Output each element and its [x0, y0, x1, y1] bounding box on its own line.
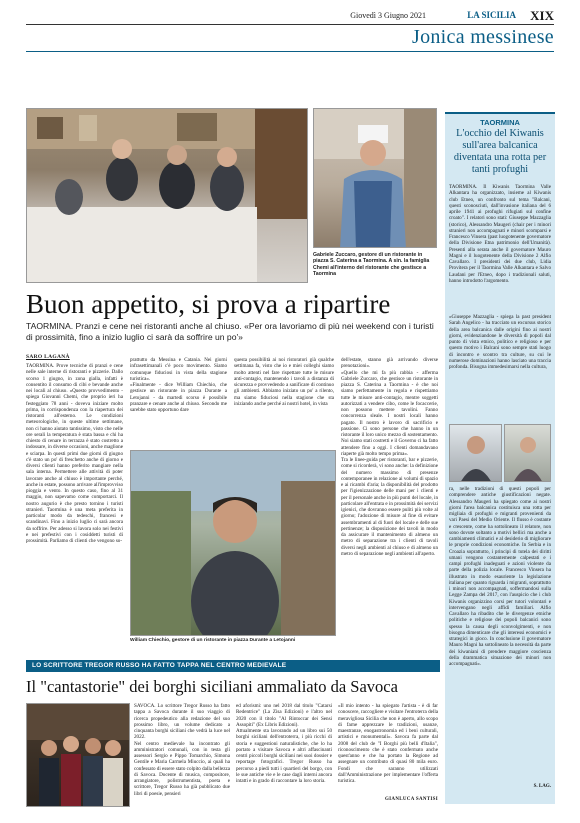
guest-graphic [505, 425, 551, 482]
header-paper: LA SICILIA [467, 10, 516, 20]
photo-william-chiechio [130, 450, 336, 636]
speaker-graphic [450, 425, 502, 482]
photo-family-restaurant [26, 108, 308, 283]
sidebar-title: L'occhio del Kiwanis sull'area balcanica diventata una rotta per tanti profughi [453, 128, 547, 176]
article-col-1: TAORMINA. Prove tecniche di pranzi e cene nelle sale interne di ristoranti e pizzerie. Dallo scorso 1 giugno, in zona gialla, infatti è consentito il consumo di cibi e bevande anche nei locali al chiuso. «Questo provvedimento - spiega Giovanni Chemi, che proprio ieri ha festeggiato 78 anni - doveva iniziare molto prima, in corrispondenza con la riapertura dei ristoranti all'esterno. Le condizioni meteorologiche, in queste ultime settimane, non ci hanno aiutato tantissimo, visto che nelle ore serali la temperatura è stata bassa e chi ha chiesto di cenare in terrazza è stato costretto a indossare, in diverse occasioni, anche maglione e sciarpa. In questi primi due giorni di giugno c'è stato un po' di freschetto anche di giorno e diversi clienti hanno preferito mangiare nella sala interna. Permettere alle attività di poter lavorare anche al chiuso è importante perché, anche in estate, possono arrivare all'improvviso pioggia e vento. In questo caso, fino al 31 maggio, non sapevamo come comportarci. Il nostro augurio è che presto tornino i turisti stranieri. Taormina è una meta preferita in particolar modo da tedeschi, francesi e scandinavi. Fino a inizio luglio ci sarà ancora da soffrire. Per adesso si lavora solo nei festivi e nei prefestivi con i cosiddetti turisti di prossimità. Parliamo di clienti che vengono so- [26, 363, 123, 544]
photo-gabriele-zuccaro [313, 108, 437, 248]
group-portrait-graphic [27, 704, 130, 807]
second-col-1: SAVOCA. Lo scrittore Tregor Russo ha fatto tappa a Savoca durante il suo viaggio di ricerca propedeutico alla redazione del suo prossimo libro, un volume dedicato a cinquanta borghi siciliani che vedrà la luce nel 2022. Nel centro medievale ha incontrato gli amministratori comunali, con in testa gli assessori Sergio e Pippo Tomarchio, Simona Gentile e Maria Carmela Miuccio, ai quali ha confessato di essere stato colpito dalla bellezza di Savoca. Docente di musica, compositore, arrangiatore, polistrumentista, poeta e scrittore, Tregor Russo ha già pubblicato due libri di poesie, pensieri [134, 703, 230, 797]
second-banner-text: LO SCRITTORE TREGOR RUSSO HA FATTO TAPPA NEL CENTRO MEDIEVALE [32, 662, 287, 669]
photo-caption-top: Gabriele Zuccaro, gestore di un ristorante in piazza S. Caterina a Taormina. A sin. la famiglia Chemi all'interno del ristorante che gestisce a Taormina [313, 252, 430, 278]
main-headline: Buon appetito, si prova a ripartire [26, 289, 391, 319]
sidebar-signature: S. LAG. [533, 784, 551, 789]
second-col-3: «Il mio intento - ha spiegato l'artista - è di far conoscere, raccogliere e visitare l'entroterra della meravigliosa Sicilia che non è aperto, allo scopo di farne apprezzare le tradizioni, usanze, maestranze, enogastronomia ed i beni culturali, artistici e monumentali». Savoca fa parte dal 2008 del club de "I Borghi più belli d'Italia", riconoscimento che è stato confermato anche quest'anno e che ha portato la Regione ad assegnare un contributo di quasi 80 mila euro. Fondi che saranno utilizzati dall'Amministrazione per implementare l'offerta turistica. [338, 703, 438, 784]
second-banner [26, 660, 440, 672]
page-header [26, 8, 554, 24]
sidebar-body-2: «Giuseppe Mazzaglia - spiega la past president Sarah Angelico - ha tracciato un excursus storico della area balcanica dalle origini fino ai nostri giorni, evidenziandone le diversità di popoli dal punto di vista etnico, politico e religioso e per questo motivo i Balcani sono sempre stati luogo di incontro e scontro tra culture, su cui le numerose dominazioni hanno lasciato una traccia profonda. Bisogna immedesimarsi nella cultura, [449, 314, 551, 370]
main-deck-text: TAORMINA. Pranzi e cene nei ristoranti anche al chiuso. «Per ora lavoriamo di più nei weekend con i turisti di prossimità, fino a inizio luglio ci sarà da soffrire un po'» [26, 321, 434, 342]
byline: SARO LAGANÀ [26, 354, 70, 360]
photo-caption-bottom: William Chiechio, gestore di un ristorante in piazza Durante a Letojanni [130, 638, 296, 643]
family-scene-graphic [27, 109, 308, 283]
second-col-2: ed aforismi: uno nel 2018 dal titolo "Catarsi Redentrice" (La Zisa Edizioni) e l'altro nel 2020 con il titolo "Al Rintoccar dei Sensi Assopiti" (Ex Libris Edizioni). Attualmente sta lavorando ad un libro sui 50 borghi siciliani dell'entroterra, i più ricchi di storia e suggestioni naturalistiche, che lo ha portato a visitare Savoca e altri affascinanti centri piccoli borghi siciliani nei suoi dossier e reportage fotografici. Tregor Russo ha percorso a piedi tutti i quartieri del borgo, con le sue antiche vie e le case dagli interni ancora intatti e in grado di raccontare la loro storia. [236, 703, 332, 784]
section-title: Jonica messinese [412, 26, 554, 48]
photo-kiwanis-speaker [449, 424, 502, 482]
photo-tregor-russo [26, 703, 130, 807]
main-deck [26, 321, 441, 342]
header-date: Giovedì 3 Giugno 2021 [350, 11, 426, 20]
sidebar-body-1: TAORMINA. Il Kiwanis Taormina Valle Alkantara ha organizzato, insieme al Kiwanis club Etneo, un confronto sul tema "Balcani, questi sconosciuti, dall'invasione italiana del 6 aprile 1941 ai profughi rifugiati sul confine croato". I relatori sono stati: Giuseppe Mazzaglia (storico), Alessandro Maugeri (chair per i minori stranieri non accompagnati e minori scomparsi e Francesco Vinsera (past luogotenente governatore della Divisione Etna patrimonio dell'Umanità). Presenti alla serata anche il governatore Mauro Magni e il luogotenente della Divisione 2 Alfio Cavallaro. I presidenti dei due club, Lidia Provitera per il Taormina Valle Alkantara e Salvo Laudani per l'Etneo, dopo i tradizionali saluti, hanno introdotto l'argomento. [449, 184, 551, 284]
second-signature: GIANLUCA SANTISI [384, 797, 438, 802]
header-page-number: XIX [530, 8, 554, 23]
sidebar-body-3: ra, nelle tradizioni di questi popoli per comprendere antiche giustificazioni negate. Alessandro Maugeri ha spiegato come ai nostri giorni l'area balcanica costituisca una rotta per migliaia di profughi e migranti provenienti da vari Paesi del Medio Oriente. Il flusso è costante e crescente, come ha sottolineato il relatore, non sono dovute soltanto a motivi bellici ma anche a cambiamenti climatici e al desiderio di migliorare le proprie condizioni economiche. In Serbia e in Croazia soprattutto, i principi di tutela dei diritti umani vengono costantemente calpestati e i campi profughi inadeguati e azioni violente da parte della polizia locale. Francesco Vinsera ha illustrato in modo esauriente la legislazione italiana per quanto riguarda i migranti, soprattutto i minori non accompagnati, soffermandosi sulla Legge Zampa del 2017, con l'auspicio che i club Kiwanis organizzino corsi per tutori volontari e intervengano negli affidi familiari. Alfio Cavallaro ha ribadito che le divergenze etniche politiche e religiose dei popoli balcanici sono spesso la causa degli sconvolgimenti, e non bisogna dimenticare che gli interessi economici e strategici in gioco. In conclusione il governatore Mauro Magni ha sottolineato la necessità da parte dei kiwaniani di prendere maggiore coscienza della drammatica situazione dei minori non accompagnati». [449, 486, 551, 667]
sidebar-kicker: TAORMINA [480, 118, 520, 127]
man-outdoor-graphic [131, 451, 336, 636]
article-col-4: dell'estate, stanno già arrivando diverse prenotazioni». «Quello che mi fa più rabbia - afferma Gabriele Zuccaro, che gestisce un ristorante in piazza S. Caterina a Taormina - è che noi siamo perfettamente in regola e rispettiamo tutte le misure anti-contagio, mentre soggetti autorizzati a vendere cibo, come le focaccerie, non possono mettere tavolini. Fanno concorrenza sleale. I nostri locali hanno pagato. Il nostro è lavoro di sacrificio e passione. Ci sono persone che hanno in un ristorante il loro unico mezzo di sostentamento. Noi siamo stati costretti e il Governo ci ha fatto attendere fino a oggi. I clienti domandavano riaperte già molto tempo prima». Tra le linee-guida per ristoranti, bar e pizzerie, come si ricorderà, vi sono anche: la definizione del numero massimo di presenze contemporanee in relazione ai volumi di spazio e ai ricambi d'aria; la disponibilità del prodotto per l'igienizzazione delle mani per i clienti e per il personale anche in più punti del locale, in particolare all'entrata e in prossimità dei servizi igienici, che dovranno essere puliti più volte al giorno; l'adozione di misure al fine di evitare assembramenti al di fuori del locale e delle sue pertinenze; la disposizione dei tavoli in modo da assicurare il mantenimento di almeno un metro di separazione tra i clienti di tavoli diversi negli ambienti al chiuso e di almeno un metro di separazione negli ambienti all'aperto. [341, 357, 438, 557]
article-col-2: prattutto da Messina e Catania. Nei giorni infrasettimanali c'è poco movimento. Siamo comunque fiduciosi in vista della stagione turistica». «Finalmente - dice William Chiechio, che gestisce un ristorante in piazza Durante a Letojanni - da martedì scorso è possibile pranzare e cenare anche al chiuso. Secondo me sarebbe stato opportuno dare [130, 357, 227, 413]
header-rule [26, 24, 554, 25]
chef-graphic [314, 109, 437, 248]
second-headline: Il "cantastorie" dei borghi siciliani ammaliato da Savoca [26, 677, 398, 696]
section-rule [26, 51, 554, 52]
article-col-3: questa possibilità ai noi ristoratori già qualche settimana fa, visto che io e miei colleghi siamo molto attenti nel fare rispettare tutte le misure anti-contagio, mantenendo i tavoli a distanza di sicurezza e provvedendo a sanificare di continuo gli ambienti. Abbiamo iniziato un po' a rilento, ma siamo fiduciosi nella stagione che sta iniziando anche perché ai nostri hotel, in vista [234, 357, 334, 407]
photo-kiwanis-guest [504, 424, 551, 482]
